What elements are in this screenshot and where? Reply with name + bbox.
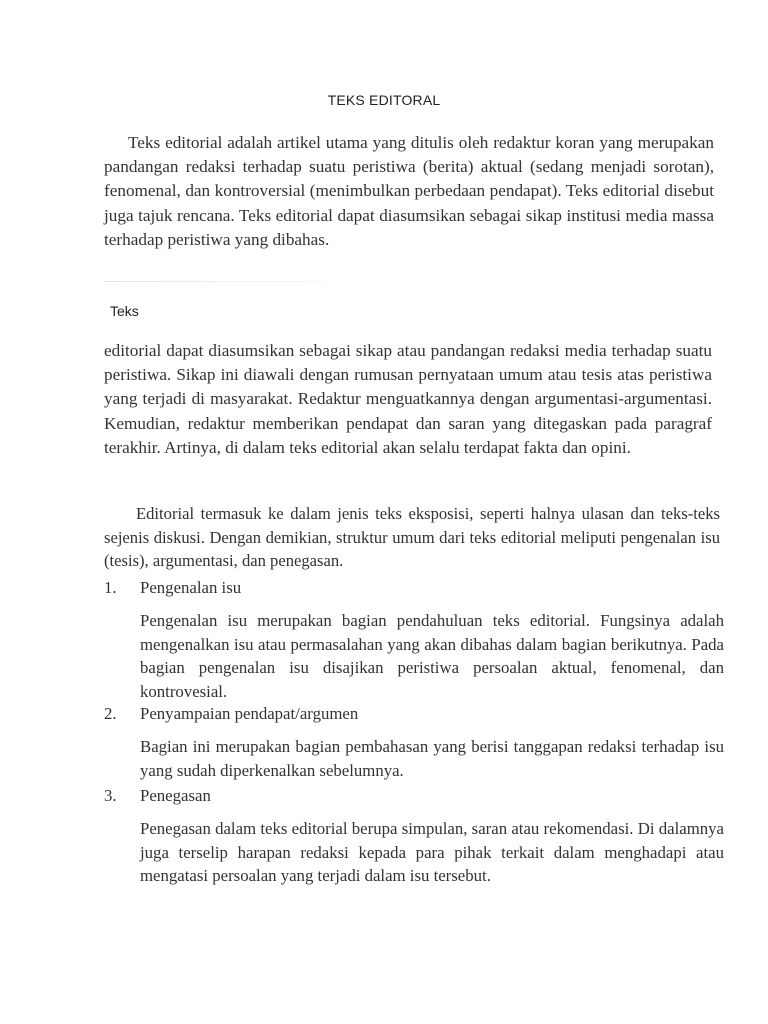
list-item-number: 1. (104, 578, 117, 597)
list-item-number: 2. (104, 704, 117, 723)
list-item-heading (104, 703, 724, 729)
intro-paragraph: Teks editorial adalah artikel utama yang ditulis oleh redaktur koran yang merupakan pandangan redaksi terhadap suatu peristiwa (berita) aktual (sedang menjadi sorotan), fenomenal, dan kontroversial (menimbulkan perbedaan pendapat). Teks editorial disebut juga tajuk rencana. Teks editorial dapat diasumsikan sebagai sikap institusi media massa terhadap peristiwa yang dibahas. (104, 133, 714, 249)
list-item-title: Penyampaian pendapat/argumen (140, 704, 359, 723)
list-item-title: Pengenalan isu (140, 578, 242, 597)
list-item-body: Bagian ini merupakan bagian pembahasan yang berisi tanggapan redaksi terhadap isu yang sudah diperkenalkan sebelumnya. (140, 737, 724, 780)
list-item-penegasan (104, 785, 724, 888)
list-item-heading (104, 785, 724, 811)
list-item-body: Pengenalan isu merupakan bagian pendahuluan teks editorial. Fungsinya adalah mengenalkan isu atau permasalahan yang akan dibahas dalam bagian berikutnya. Pada bagian pengenalan isu disajikan peristiwa persoalan aktual, fenomenal, dan kontrovesial. (140, 611, 724, 701)
list-item-heading (104, 577, 724, 603)
editorial-paragraph: editorial dapat diasumsikan sebagai sikap atau pandangan redaksi media terhadap suatu peristiwa. Sikap ini diawali dengan rumusan pernyataan umum atau tesis atas peristiwa yang terjadi di masyarakat. Redaktur menguatkannya dengan argumentasi-argumentasi. Kemudian, redaktur memberikan pendapat dan saran yang ditegaskan pada paragraf terakhir. Artinya, di dalam teks editorial akan selalu terdapat fakta dan opini. (104, 341, 712, 457)
list-item-pengenalan-isu (104, 577, 724, 703)
teks-label: Teks (110, 303, 139, 319)
list-item-body: Penegasan dalam teks editorial berupa simpulan, saran atau rekomendasi. Di dalamnya juga terselip harapan redaksi kepada para pihak terkait dalam menghadapi atau mengatasi persoalan yang terjadi dalam isu tersebut. (140, 819, 724, 886)
list-item-penyampaian-pendapat (104, 703, 724, 782)
scan-divider (104, 281, 324, 282)
list-item-title: Penegasan (140, 786, 211, 805)
structure-paragraph: Editorial termasuk ke dalam jenis teks eksposisi, seperti halnya ulasan dan teks-teks sejenis diskusi. Dengan demikian, struktur umum dari teks editorial meliputi pengenalan isu (tesis), argumentasi, dan penegasan. (104, 504, 720, 571)
list-item-number: 3. (104, 786, 117, 805)
page-title: TEKS EDITORAL (327, 92, 441, 108)
